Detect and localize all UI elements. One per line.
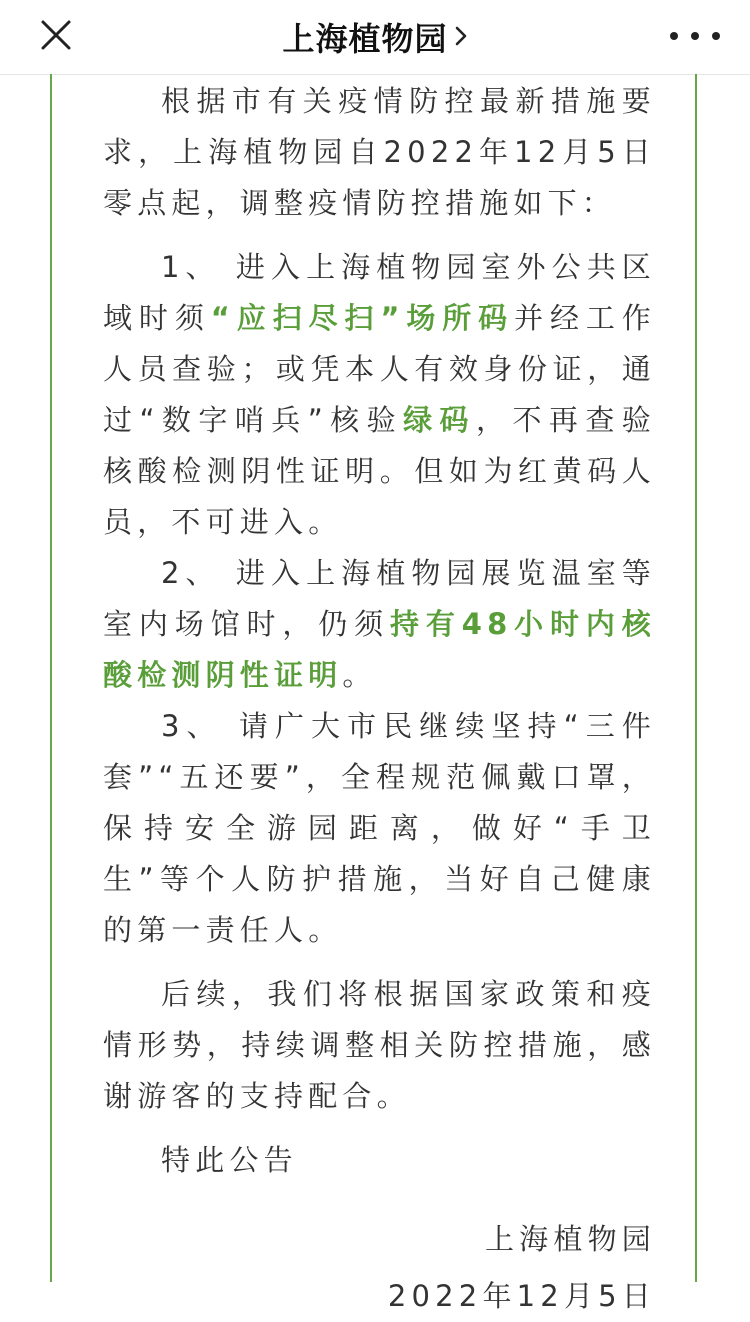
more-dots-icon bbox=[670, 32, 678, 40]
notice-text: 特此公告 bbox=[161, 1143, 298, 1177]
item-2-paragraph bbox=[103, 548, 656, 701]
item-1-text: 1、 进入上海植物园室外公共区域时须 bbox=[103, 250, 656, 335]
item-2-text-2: 。 bbox=[342, 658, 377, 692]
item-1-text-2: 并经工作人员查验；或凭本人有效身份证，通过“数字哨兵”核验 bbox=[103, 301, 656, 437]
item-1-highlight-scan-code: “应扫尽扫”场所码 bbox=[210, 301, 515, 335]
item-1-highlight-green-code: 绿码 bbox=[403, 403, 476, 437]
more-dot bbox=[691, 32, 699, 40]
close-icon bbox=[34, 14, 78, 58]
more-dot bbox=[712, 32, 720, 40]
close-button[interactable] bbox=[34, 14, 78, 58]
account-title-link[interactable] bbox=[282, 14, 467, 60]
item-1-text-3: ，不再查验核酸检测阴性证明。但如为红黄码人员，不可进入。 bbox=[103, 403, 656, 539]
intro-paragraph: 根据市有关疫情防控最新措施要求，上海植物园自2022年12月5日零点起，调整疫情防控措施如下： bbox=[103, 84, 656, 220]
article-body bbox=[103, 76, 656, 1322]
item-1-paragraph bbox=[103, 242, 656, 548]
followup-paragraph: 后续，我们将根据国家政策和疫情形势，持续调整相关防控措施，感谢游客的支持配合。 bbox=[103, 977, 656, 1113]
top-bar bbox=[0, 0, 750, 75]
more-button[interactable] bbox=[670, 18, 720, 54]
page-title: 上海植物园 bbox=[282, 20, 448, 58]
item-2-text: 2、 进入上海植物园展览温室等室内场馆时，仍须 bbox=[103, 556, 656, 641]
item-2-highlight-test: 持有48小时内核酸检测阴性证明 bbox=[103, 607, 656, 692]
signature-date: 2022年12月5日 bbox=[387, 1279, 656, 1313]
signature: 上海植物园 bbox=[484, 1222, 656, 1256]
item-3-paragraph: 3、 请广大市民继续坚持“三件套”“五还要”，全程规范佩戴口罩，保持安全游园距离，做好“手卫生”等个人防护措施，当好自己健康的第一责任人。 bbox=[103, 709, 656, 947]
chevron-right-icon bbox=[454, 18, 468, 56]
